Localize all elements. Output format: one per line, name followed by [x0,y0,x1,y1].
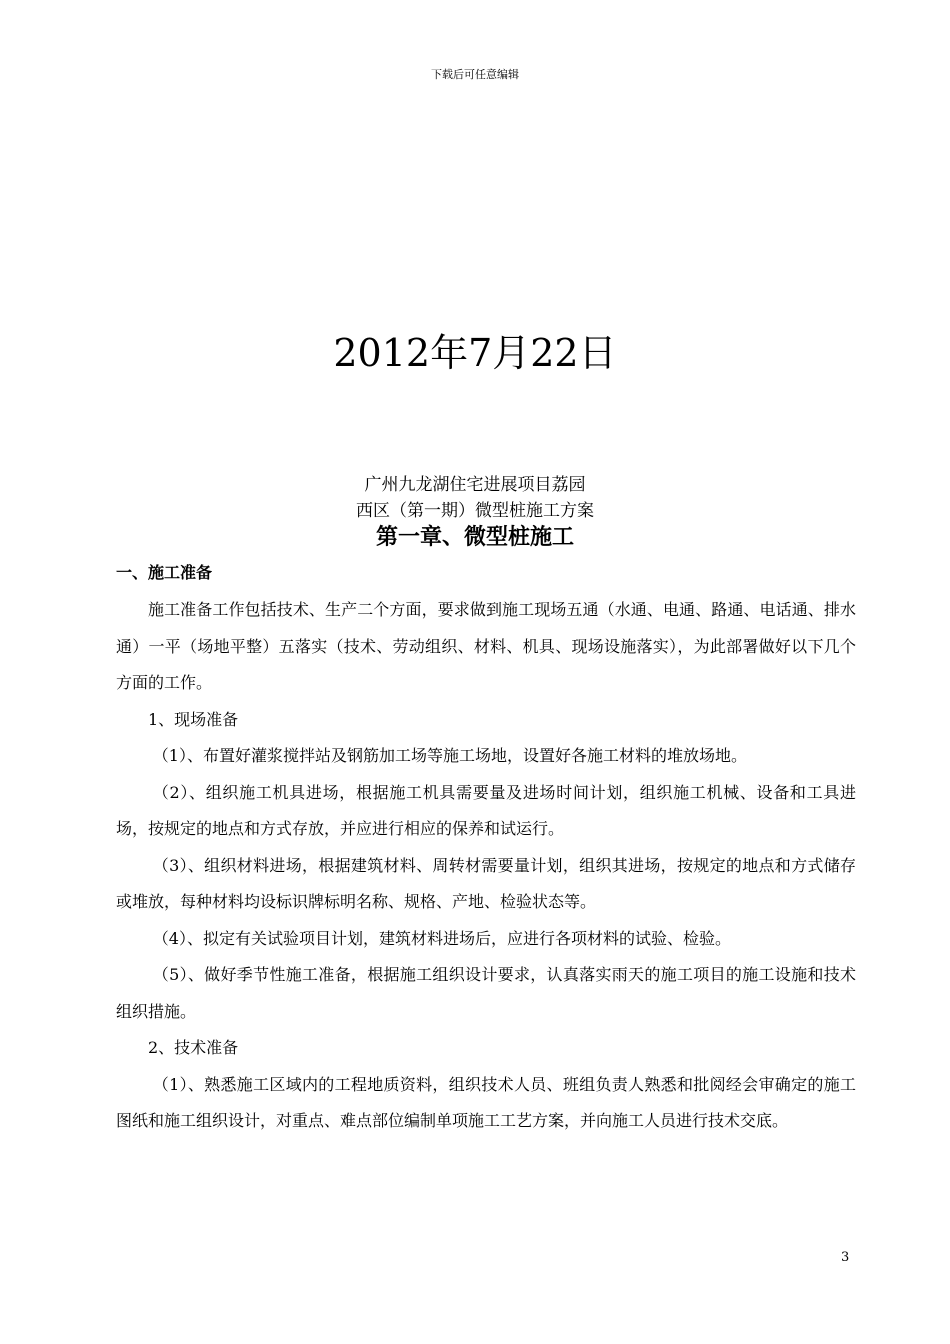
document-date: 2012年7月22日 [333,331,617,375]
paragraph: （3）、组织材料进场，根据建筑材料、周转材需要量计划，组织其进场，按规定的地点和方式储存或堆放，每种材料均设标识牌标明名称、规格、产地、检验状态等。 [116,855,856,911]
paragraph: （1）、布置好灌浆搅拌站及钢筋加工场等施工场地，设置好各施工材料的堆放场地。 [152,746,747,765]
chapter-title: 第一章、微型桩施工 [375,524,574,550]
project-title-line-2: 西区（第一期）微型桩施工方案 [356,501,594,521]
page-header: 下载后可任意编辑 [431,68,519,81]
body-text [116,592,856,1140]
project-title-line-1: 广州九龙湖住宅进展项目荔园 [364,475,586,495]
paragraph: （5）、做好季节性施工准备，根据施工组织设计要求，认真落实雨天的施工项目的施工设施和技术组织措施。 [116,965,856,1021]
paragraph: 2、技术准备 [148,1038,239,1057]
paragraph: 施工准备工作包括技术、生产二个方面，要求做到施工现场五通（水通、电通、路通、电话通、排水通）一平（场地平整）五落实（技术、劳动组织、材料、机具、现场设施落实），为此部署做好以下几个方面的工作。 [116,600,856,692]
paragraph: （1）、熟悉施工区域内的工程地质资料，组织技术人员、班组负责人熟悉和批阅经会审确定的施工图纸和施工组织设计，对重点、难点部位编制单项施工工艺方案，并向施工人员进行技术交底。 [116,1074,856,1130]
paragraph: 1、现场准备 [148,709,239,729]
paragraph: （2）、组织施工机具进场，根据施工机具需要量及进场时间计划，组织施工机械、设备和工具进场，按规定的地点和方式存放，并应进行相应的保养和试运行。 [116,782,856,838]
paragraph: （4）、拟定有关试验项目计划，建筑材料进场后，应进行各项材料的试验、检验。 [152,928,731,948]
section-title: 一、施工准备 [116,563,213,582]
page-number: 3 [841,1250,850,1265]
